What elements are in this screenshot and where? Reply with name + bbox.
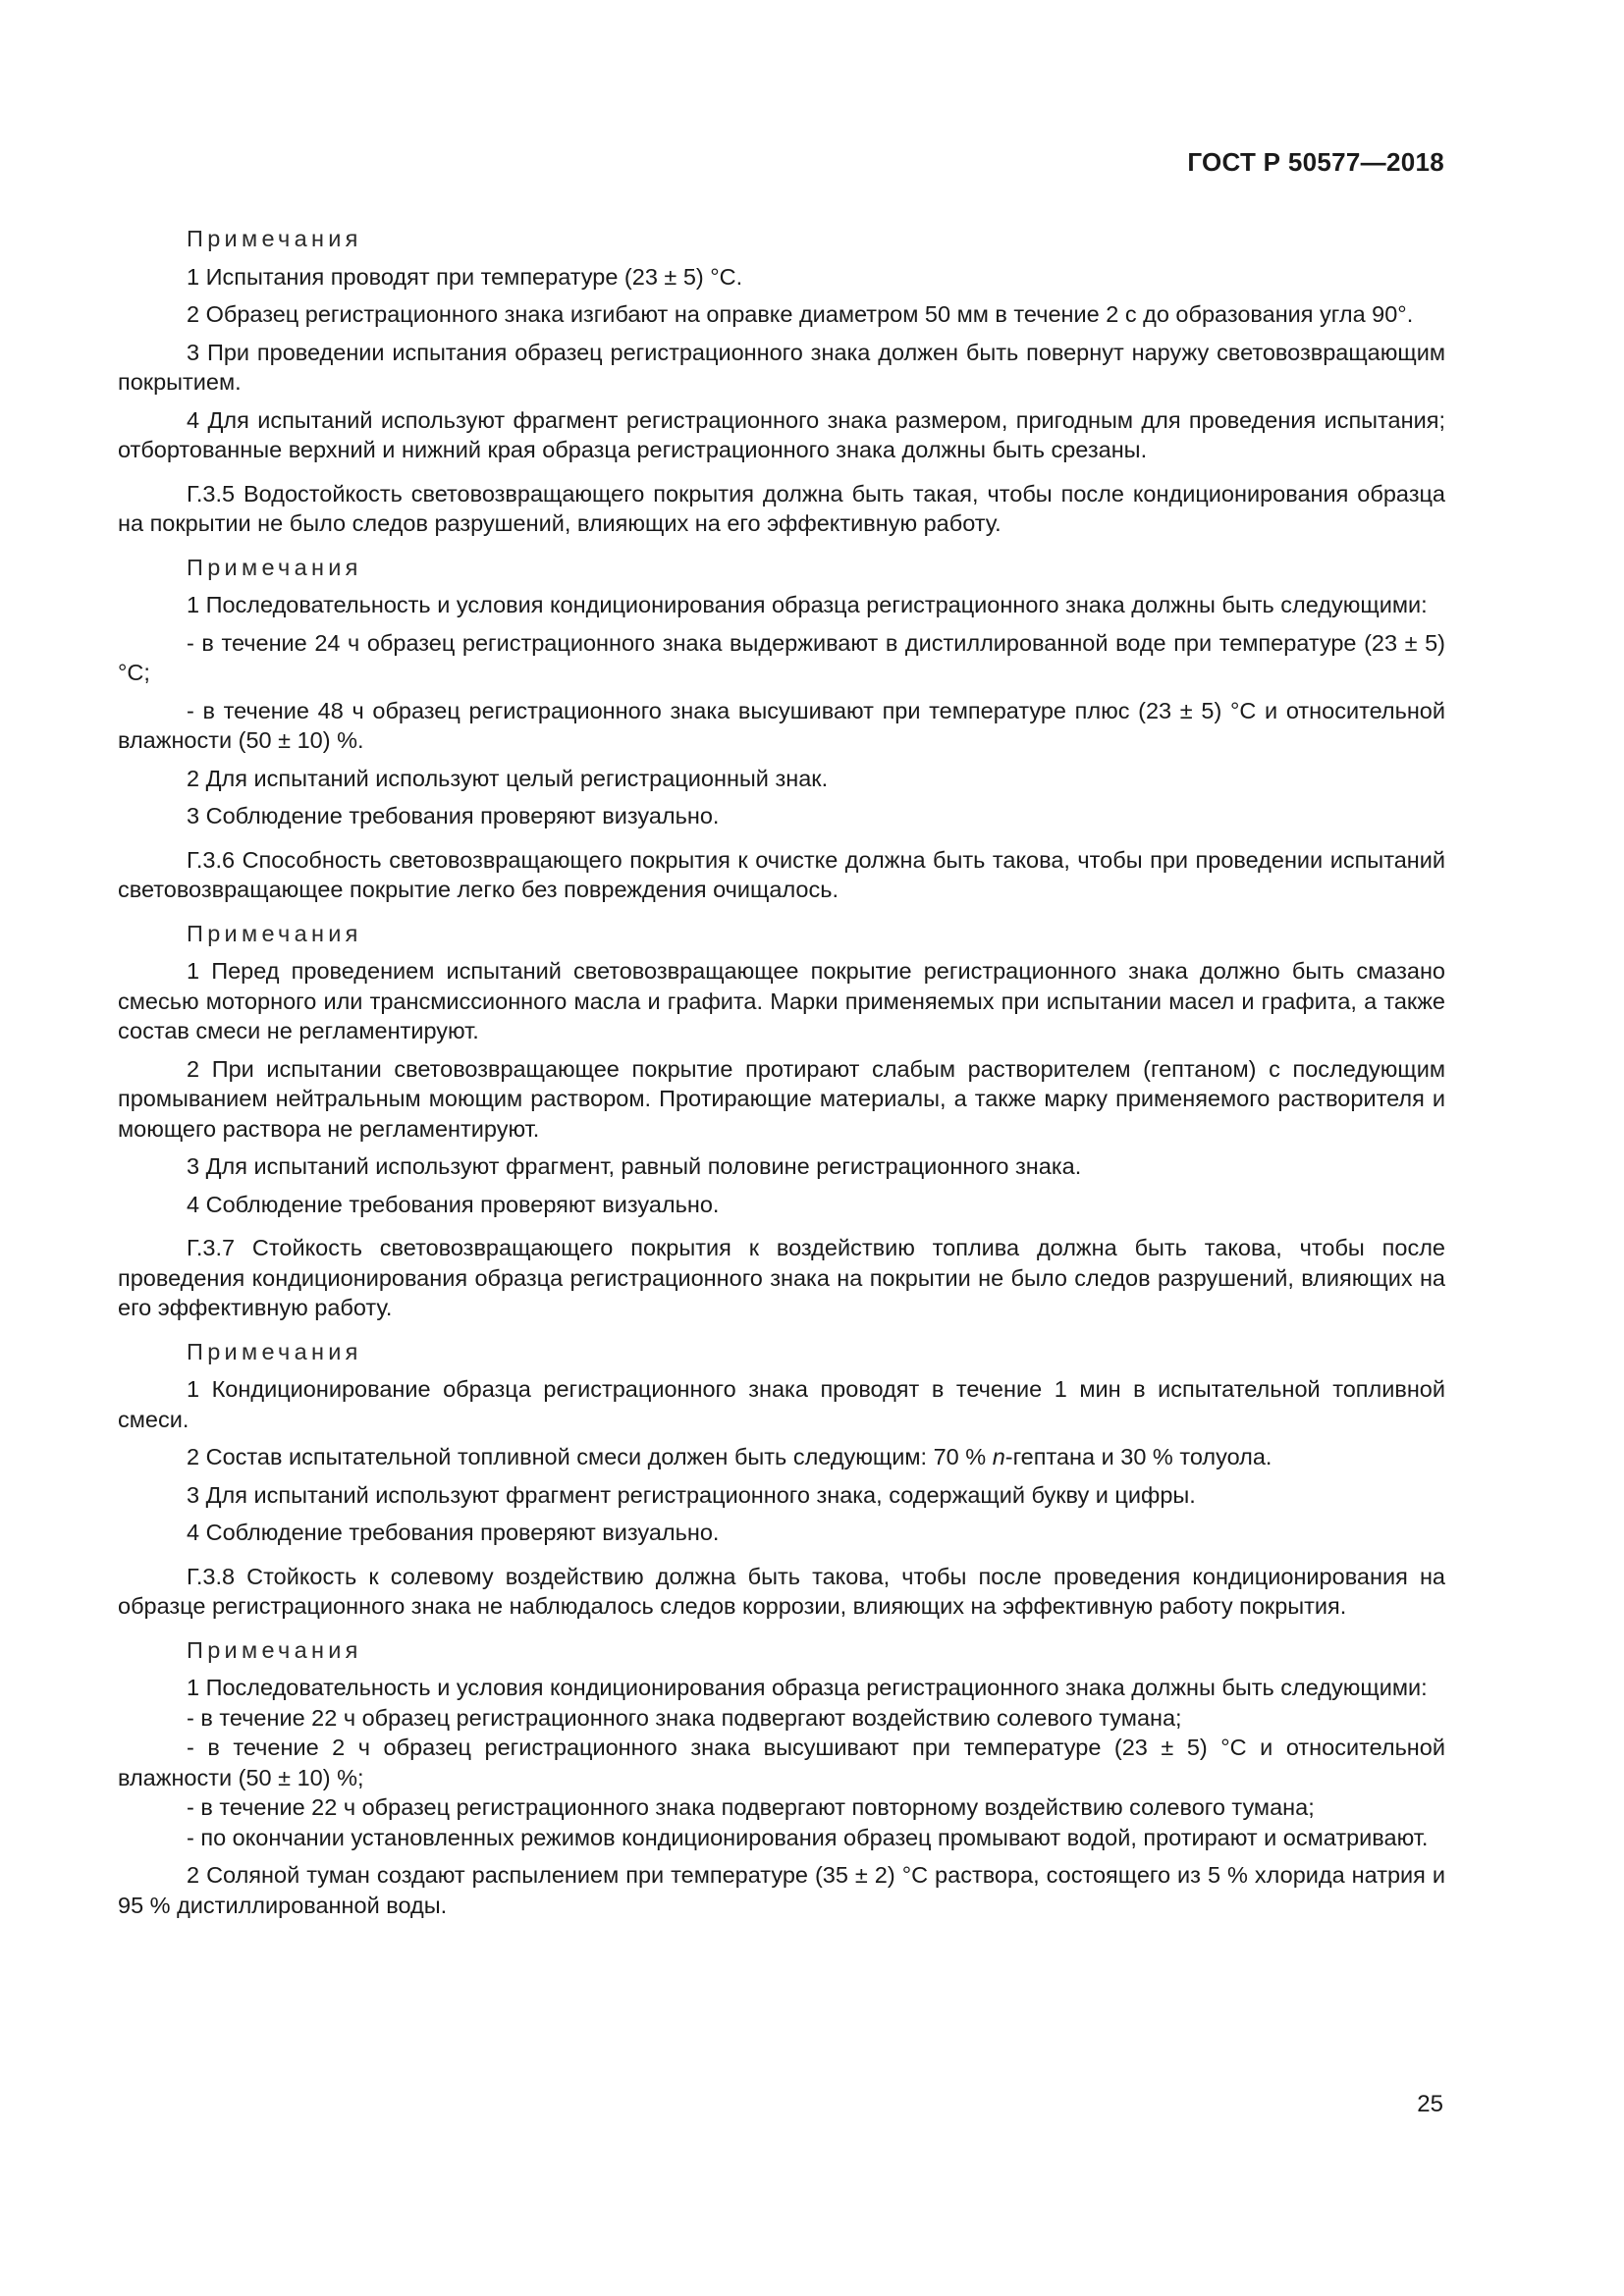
note-item: 4 Для испытаний используют фрагмент регистрационного знака размером, пригодным для проведения испытания; отбортованные верхний и нижний края образца регистрационного знака должны быть срезаны. — [118, 406, 1445, 462]
note-list-item: - в течение 22 ч образец регистрационного знака подвергают воздействию солевого тумана; — [187, 1704, 1182, 1731]
note-list-item: - в течение 24 ч образец регистрационного знака выдерживают в дистиллированной воде при температуре (23 ± 5) °С; — [118, 629, 1445, 685]
notes-title: Примечания — [187, 1636, 362, 1663]
page-content — [118, 224, 1445, 1920]
clause-g38: Г.3.8 Стойкость к солевому воздействию должна быть такова, чтобы после проведения кондиционирования на образце регистрационного знака не наблюдалось следов коррозии, влияющих на эффективную работу покрытия. — [118, 1563, 1445, 1619]
note-item: 1 Испытания проводят при температуре (23 ± 5) °С. — [187, 263, 743, 290]
note-list-item: - в течение 22 ч образец регистрационного знака подвергают повторному воздействию солевого тумана; — [187, 1794, 1315, 1820]
note-item — [118, 1442, 1445, 1472]
clause-g35: Г.3.5 Водостойкость световозвращающего покрытия должна быть такая, чтобы после кондиционирования образца на покрытии не было следов разрушений, влияющих на его эффективную работу. — [118, 480, 1445, 536]
note-item: 1 Последовательность и условия кондиционирования образца регистрационного знака должны быть следующими: — [187, 1675, 1428, 1700]
note-text: -гептана и 30 % толуола. — [1004, 1444, 1272, 1469]
note-item: 1 Перед проведением испытаний световозвращающее покрытие регистрационного знака должно быть смазано смесью моторного или трансмиссионного масла и графита. Марки применяемых при испытании масел и графита, а также состав смеси не регламентируют. — [118, 958, 1445, 1043]
note-item: 1 Последовательность и условия кондиционирования образца регистрационного знака должны быть следующими: — [187, 592, 1428, 617]
note-item: 2 Для испытаний используют целый регистрационный знак. — [187, 765, 829, 791]
note-item: 3 Для испытаний используют фрагмент, равный половине регистрационного знака. — [187, 1153, 1082, 1179]
note-item: 4 Соблюдение требования проверяют визуально. — [187, 1191, 720, 1217]
notes-title: Примечания — [187, 554, 362, 580]
note-item: 2 Соляной туман создают распылением при температуре (35 ± 2) °С раствора, состоящего из 5 % хлорида натрия и 95 % дистиллированной воды. — [118, 1862, 1445, 1918]
notes-title: Примечания — [187, 920, 362, 946]
note-item: 3 Для испытаний используют фрагмент регистрационного знака, содержащий букву и цифры. — [187, 1481, 1196, 1508]
note-item: 3 При проведении испытания образец регистрационного знака должен быть повернут наружу световозвращающим покрытием. — [118, 339, 1445, 395]
note-item: 2 При испытании световозвращающее покрытие протирают слабым растворителем (гептаном) с последующим промыванием нейтральным моющим раствором. Протирающие материалы, а также марку применяемого растворителя и моющего раствора не регламентируют. — [118, 1055, 1445, 1142]
note-item: 3 Соблюдение требования проверяют визуально. — [187, 803, 720, 828]
page-number: 25 — [1417, 2091, 1443, 2117]
clause-g36: Г.3.6 Способность световозвращающего покрытия к очистке должна быть такова, чтобы при проведении испытаний световозвращающее покрытие легко без повреждения очищалось. — [118, 846, 1445, 902]
clause-g37: Г.3.7 Стойкость световозвращающего покрытия к воздействию топлива должна быть такова, чтобы после проведения кондиционирования образца регистрационного знака на покрытии не было следов разрушений, влияющих на его эффективную работу. — [118, 1235, 1445, 1320]
note-list-item: - в течение 2 ч образец регистрационного знака высушивают при температуре (23 ± 5) °С и относительной влажности (50 ± 10) %; — [118, 1735, 1445, 1790]
note-italic-text: n — [992, 1444, 1005, 1469]
notes-title: Примечания — [187, 226, 362, 251]
note-list-item: - по окончании установленных режимов кондиционирования образец промывают водой, протирают и осматривают. — [187, 1824, 1429, 1850]
notes-title: Примечания — [187, 1338, 362, 1364]
note-item: 2 Образец регистрационного знака изгибают на оправке диаметром 50 мм в течение 2 с до образования угла 90°. — [187, 301, 1414, 327]
note-text: 2 Состав испытательной топливной смеси должен быть следующим: 70 % — [187, 1444, 993, 1469]
note-list-item: - в течение 48 ч образец регистрационного знака высушивают при температуре плюс (23 ± 5) °С и относительной влажности (50 ± 10) %. — [118, 697, 1445, 753]
document-id-header: ГОСТ Р 50577—2018 — [1187, 147, 1444, 177]
note-item: 1 Кондиционирование образца регистрационного знака проводят в течение 1 мин в испытательной топливной смеси. — [118, 1376, 1445, 1432]
note-item: 4 Соблюдение требования проверяют визуально. — [187, 1520, 720, 1545]
